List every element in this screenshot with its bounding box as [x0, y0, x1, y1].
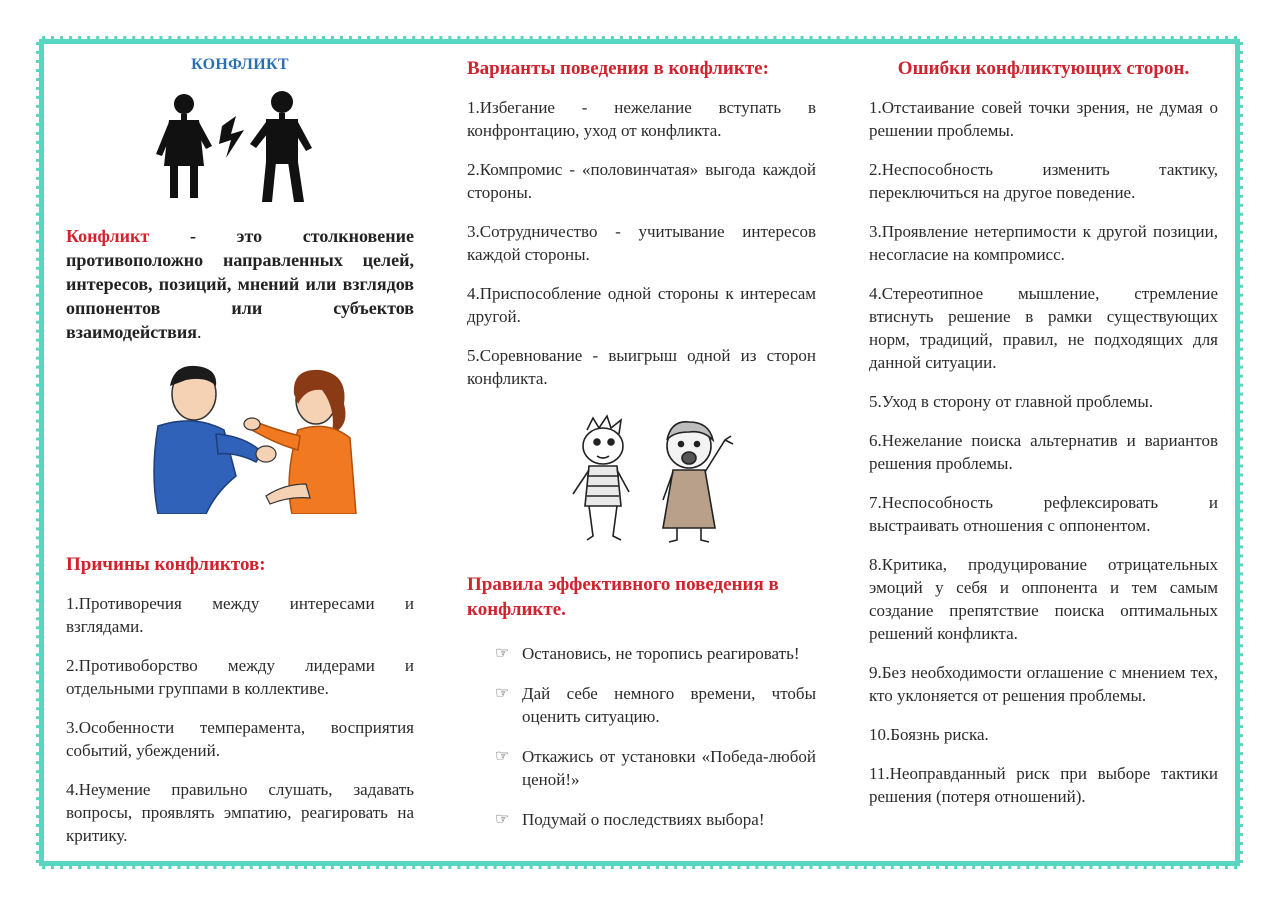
- list-item: 1.Противоречия между интересами и взглядами.: [66, 594, 414, 636]
- list-item: 2.Компромис - «половинчатая» выгода каждой стороны.: [467, 160, 816, 202]
- rule-text: Дай себе немного времени, чтобы оценить ситуацию.: [522, 684, 816, 726]
- mistakes-list: [869, 96, 1218, 808]
- pointing-hand-icon: ☞: [495, 685, 510, 702]
- list-item: [467, 808, 816, 831]
- list-item: 4.Стереотипное мышление, стремление втиснуть решение в рамки существующих норм, традиций, правил, не подходящих для данной ситуации.: [869, 284, 1218, 372]
- list-item: 10.Боязнь риска.: [869, 725, 989, 744]
- list-item: 2.Противоборство между лидерами и отдельными группами в коллективе.: [66, 656, 414, 698]
- list-item: 11.Неоправданный риск при выборе тактики решения (потеря отношений).: [869, 764, 1218, 806]
- rules-heading: Правила эффективного поведения в конфликте.: [467, 574, 779, 620]
- list-item: [467, 745, 816, 791]
- list-item: 1.Отстаивание совей точки зрения, не думая о решении проблемы.: [869, 98, 1218, 140]
- list-item: 5.Соревнование - выигрыш одной из сторон конфликта.: [467, 346, 816, 388]
- brochure-title: КОНФЛИКТ: [191, 56, 289, 73]
- pointing-hand-icon: ☞: [495, 748, 510, 765]
- column-conflict: [66, 46, 414, 863]
- mistakes-heading: Ошибки конфликтующих сторон.: [897, 58, 1190, 79]
- list-item: 8.Критика, продуцирование отрицательных эмоций у себя и оппонента и тем самым создание препятствие поиска оптимальных решений конфликта.: [869, 555, 1218, 643]
- kids-quarrel-illustration: [467, 410, 816, 550]
- list-item: 3.Сотрудничество - учитывание интересов каждой стороны.: [467, 222, 816, 264]
- column-mistakes: [869, 58, 1218, 824]
- list-item: 3.Особенности темперамента, восприятия событий, убеждений.: [66, 718, 414, 760]
- definition-term: Конфликт: [66, 226, 150, 246]
- list-item: 4.Приспособление одной стороны к интересам другой.: [467, 284, 816, 326]
- conflict-definition: [66, 224, 414, 344]
- list-item: [467, 642, 816, 665]
- column-behavior: [467, 58, 816, 848]
- rule-text: Подумай о последствиях выбора!: [522, 810, 765, 829]
- list-item: 6.Нежелание поиска альтернатив и вариантов решения проблемы.: [869, 431, 1218, 473]
- causes-list: [66, 592, 414, 847]
- list-item: 4.Неумение правильно слушать, задавать вопросы, проявлять эмпатию, реагировать на критику.: [66, 780, 414, 845]
- conflict-figures-illustration: [66, 84, 414, 204]
- rule-text: Откажись от установки «Победа-любой ценой!»: [522, 747, 816, 789]
- behavior-heading: Варианты поведения в конфликте:: [467, 58, 769, 79]
- list-item: [467, 682, 816, 728]
- behavior-list: [467, 96, 816, 390]
- definition-end: .: [196, 322, 202, 342]
- definition-text: - это столкновение противоположно направленных целей, интересов, позиций, мнений или взглядов оппонентов или субъектов взаимодействия: [66, 226, 414, 342]
- pointing-hand-icon: ☞: [495, 811, 510, 828]
- list-item: 7.Неспособность рефлексировать и выстраивать отношения с оппонентом.: [869, 493, 1218, 535]
- list-item: 5.Уход в сторону от главной проблемы.: [869, 392, 1154, 411]
- rules-list: [467, 642, 816, 831]
- arguing-couple-illustration: [66, 364, 414, 514]
- pointing-hand-icon: ☞: [495, 645, 510, 662]
- list-item: 1.Избегание - нежелание вступать в конфронтацию, уход от конфликта.: [467, 98, 816, 140]
- list-item: 2.Неспособность изменить тактику, переключиться на другое поведение.: [869, 160, 1218, 202]
- list-item: 3.Проявление нетерпимости к другой позиции, несогласие на компромисс.: [869, 222, 1218, 264]
- list-item: 9.Без необходимости оглашение с мнением тех, кто уклоняется от решения проблемы.: [869, 663, 1218, 705]
- rule-text: Остановись, не торопись реагировать!: [522, 644, 800, 663]
- causes-heading: Причины конфликтов:: [66, 554, 266, 575]
